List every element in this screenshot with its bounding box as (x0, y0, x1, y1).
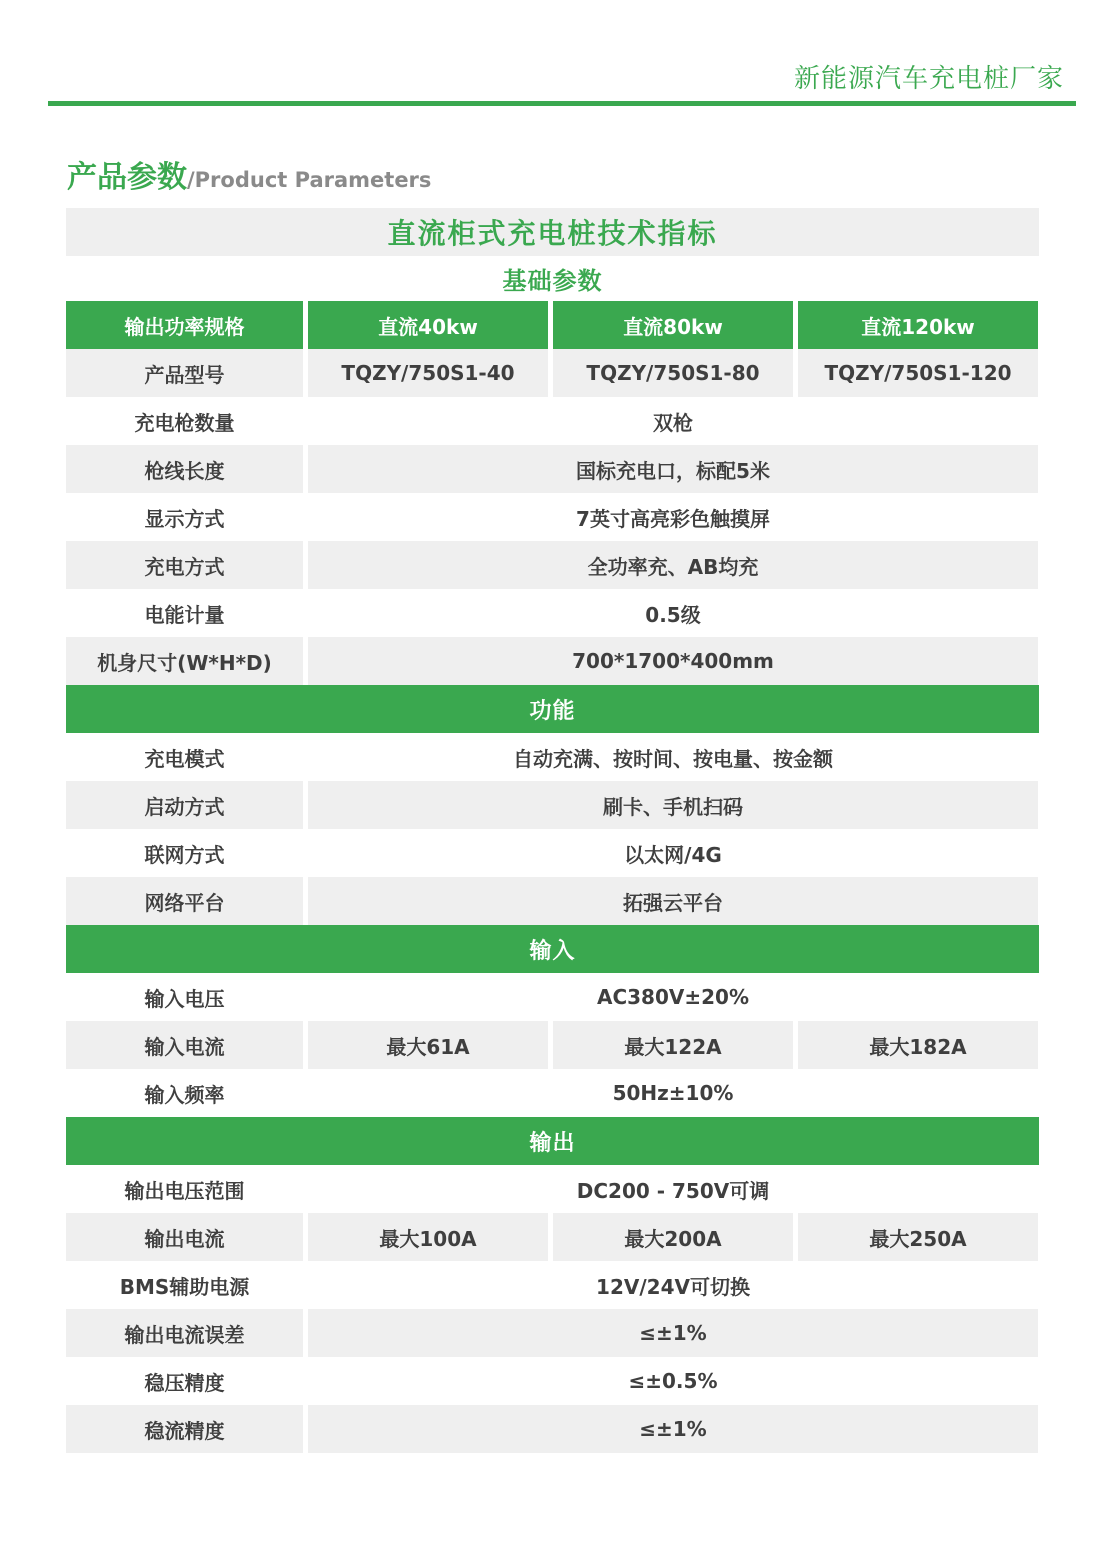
row-value: 0.5级 (645, 602, 701, 627)
row-label: 输出电流误差 (66, 1309, 303, 1357)
section-band-function: 功能 (66, 685, 1039, 733)
section-title (67, 152, 431, 196)
table-row-input-voltage (66, 973, 1039, 1021)
row-value: ≤±0.5% (628, 1369, 718, 1393)
row-value: 700*1700*400mm (308, 637, 1038, 685)
row-value: 全功率充、AB均充 (308, 541, 1038, 589)
section-title-en: /Product Parameters (187, 168, 432, 192)
table-row-output-voltage (66, 1165, 1039, 1213)
header-cell-80kw: 直流80kw (553, 301, 793, 349)
section-band-output: 输出 (66, 1117, 1039, 1165)
table-row-output-current (66, 1213, 1039, 1261)
row-label: 输出电流 (66, 1213, 303, 1261)
row-label: 输入电压 (144, 986, 225, 1011)
table-subtitle: 基础参数 (502, 267, 603, 295)
row-value: ≤±1% (308, 1309, 1038, 1357)
row-label: 机身尺寸(W*H*D) (66, 637, 303, 685)
row-value: ≤±1% (308, 1405, 1038, 1453)
section-band-input: 输入 (66, 925, 1039, 973)
row-label: 网络平台 (66, 877, 303, 925)
table-row-platform (66, 877, 1039, 925)
table-row-bms (66, 1261, 1039, 1309)
output-current-80: 最大200A (553, 1213, 793, 1261)
table-row-current-precision (66, 1405, 1039, 1453)
row-label: 显示方式 (144, 506, 225, 531)
row-label: 输入频率 (144, 1082, 225, 1107)
header-cell-40kw: 直流40kw (308, 301, 548, 349)
row-value: 双枪 (653, 410, 693, 435)
row-label: 联网方式 (144, 842, 225, 867)
table-row-input-frequency (66, 1069, 1039, 1117)
table-row-voltage-precision (66, 1357, 1039, 1405)
table-row-charge-method (66, 541, 1039, 589)
row-label: BMS辅助电源 (119, 1274, 250, 1299)
table-row-cable-length (66, 445, 1039, 493)
table-row-model (66, 349, 1039, 397)
table-row-network (66, 829, 1039, 877)
row-value: AC380V±20% (596, 985, 749, 1009)
header-cell-120kw: 直流120kw (798, 301, 1038, 349)
model-40: TQZY/750S1-40 (308, 349, 548, 397)
row-value: 拓强云平台 (308, 877, 1038, 925)
table-row-gun-count (66, 397, 1039, 445)
table-row-display (66, 493, 1039, 541)
header-divider (48, 101, 1076, 106)
row-label: 枪线长度 (66, 445, 303, 493)
row-value: 刷卡、手机扫码 (308, 781, 1038, 829)
row-value: 自动充满、按时间、按电量、按金额 (513, 746, 833, 771)
table-row-current-error (66, 1309, 1039, 1357)
output-current-120: 最大250A (798, 1213, 1038, 1261)
header-cell-spec: 输出功率规格 (66, 301, 303, 349)
row-label: 充电方式 (66, 541, 303, 589)
model-120: TQZY/750S1-120 (798, 349, 1038, 397)
row-value: 国标充电口，标配5米 (308, 445, 1038, 493)
section-title-zh: 产品参数 (67, 160, 187, 195)
row-label: 充电模式 (144, 746, 225, 771)
brand-label: 新能源汽车充电桩厂家 (793, 64, 1064, 94)
output-current-40: 最大100A (308, 1213, 548, 1261)
table-title: 直流柜式充电桩技术指标 (66, 208, 1039, 256)
model-80: TQZY/750S1-80 (553, 349, 793, 397)
row-label: 产品型号 (66, 349, 303, 397)
table-row-charge-mode (66, 733, 1039, 781)
row-label: 稳流精度 (66, 1405, 303, 1453)
table-row-dimensions (66, 637, 1039, 685)
input-current-40: 最大61A (308, 1021, 548, 1069)
row-value: 50Hz±10% (612, 1081, 734, 1105)
input-current-80: 最大122A (553, 1021, 793, 1069)
table-row-start-method (66, 781, 1039, 829)
row-label: 启动方式 (66, 781, 303, 829)
row-value: DC200 - 750V可调 (576, 1178, 770, 1203)
table-row-input-current (66, 1021, 1039, 1069)
row-value: 以太网/4G (624, 842, 722, 867)
row-label: 充电枪数量 (134, 410, 235, 435)
row-value: 7英寸高亮彩色触摸屏 (576, 506, 770, 531)
row-label: 输出电压范围 (124, 1178, 245, 1203)
row-label: 稳压精度 (144, 1370, 225, 1395)
row-label: 电能计量 (144, 602, 225, 627)
table-row-metering (66, 589, 1039, 637)
input-current-120: 最大182A (798, 1021, 1038, 1069)
row-label: 输入电流 (66, 1021, 303, 1069)
spec-table (66, 208, 1039, 1453)
row-value: 12V/24V可切换 (596, 1274, 750, 1299)
header-row (66, 301, 1039, 349)
